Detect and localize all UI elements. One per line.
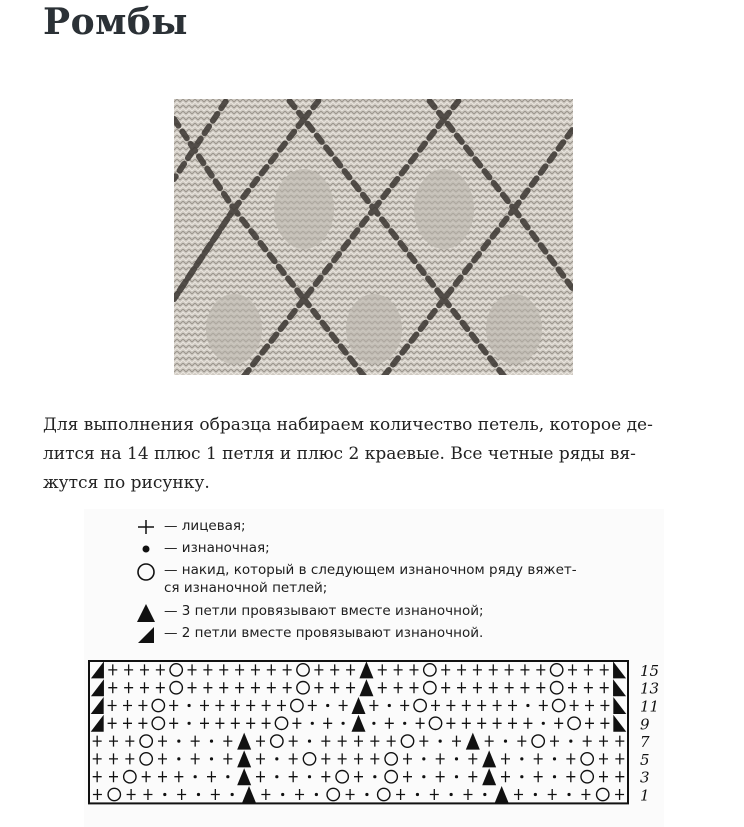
yarn-over-mark bbox=[275, 717, 287, 729]
knit-mark bbox=[188, 682, 197, 693]
legend-text: — накид, который в следующем изнаночном ряду вяжет- bbox=[164, 562, 577, 578]
legend-text: ся изнаночной петлей; bbox=[164, 580, 328, 596]
knit-mark bbox=[138, 700, 147, 711]
purl-mark bbox=[439, 740, 442, 743]
knit-mark bbox=[523, 718, 532, 729]
knit-mark bbox=[394, 682, 403, 693]
yarn-over-mark bbox=[140, 753, 152, 765]
knit-mark bbox=[409, 682, 418, 693]
knit-mark bbox=[93, 771, 102, 782]
knit-mark bbox=[431, 700, 440, 711]
knit-mark bbox=[314, 664, 323, 675]
knitting-pattern-chart bbox=[84, 509, 664, 827]
knit-mark bbox=[140, 682, 149, 693]
knit-mark bbox=[308, 700, 317, 711]
knit-mark bbox=[235, 664, 244, 675]
knit-mark bbox=[203, 682, 212, 693]
row-number: 5 bbox=[640, 750, 650, 769]
knit-mark bbox=[463, 789, 472, 800]
knit-mark bbox=[600, 718, 609, 729]
knit-mark bbox=[354, 736, 363, 747]
legend-text: — 3 петли провязывают вместе изнаночной; bbox=[164, 603, 484, 619]
knit-mark bbox=[370, 736, 379, 747]
row-number: 9 bbox=[640, 715, 650, 734]
knit-mark bbox=[169, 700, 178, 711]
yarn-over-mark bbox=[271, 735, 283, 747]
yarn-over-mark bbox=[140, 735, 152, 747]
row-number: 13 bbox=[640, 679, 660, 698]
knit-mark bbox=[600, 682, 609, 693]
yarn-over-mark bbox=[429, 717, 441, 729]
knit-mark bbox=[330, 682, 339, 693]
knit-mark bbox=[123, 718, 132, 729]
knit-mark bbox=[505, 682, 514, 693]
knit-mark bbox=[370, 753, 379, 764]
legend-text: — 2 петли вместе провязывают изнаночной. bbox=[164, 625, 484, 641]
purl-mark bbox=[422, 775, 425, 778]
two-together-left-mark bbox=[91, 697, 104, 714]
knit-mark bbox=[246, 718, 255, 729]
yarn-over-mark bbox=[553, 699, 565, 711]
knit-mark bbox=[446, 700, 455, 711]
knit-mark bbox=[585, 700, 594, 711]
knit-mark bbox=[156, 682, 165, 693]
purl-mark bbox=[520, 757, 523, 760]
knit-mark bbox=[489, 664, 498, 675]
knit-mark bbox=[385, 718, 394, 729]
knit-mark bbox=[403, 753, 412, 764]
knit-mark bbox=[251, 664, 260, 675]
knit-mark bbox=[520, 664, 529, 675]
knit-mark bbox=[223, 736, 232, 747]
purl-mark bbox=[567, 793, 570, 796]
knit-mark bbox=[346, 789, 355, 800]
knit-mark bbox=[138, 718, 147, 729]
knit-mark bbox=[191, 736, 200, 747]
purl-mark bbox=[569, 740, 572, 743]
knit-mark bbox=[409, 664, 418, 675]
purl-mark bbox=[372, 722, 375, 725]
three-together-mark bbox=[466, 733, 480, 750]
yarn-over-mark bbox=[414, 699, 426, 711]
knitting-chart-figure bbox=[84, 509, 664, 827]
knit-mark bbox=[169, 718, 178, 729]
row-number: 1 bbox=[640, 786, 650, 805]
knit-mark bbox=[485, 736, 494, 747]
knit-mark bbox=[323, 718, 332, 729]
knit-mark bbox=[600, 700, 609, 711]
yarn-over-mark bbox=[385, 753, 397, 765]
knit-mark bbox=[127, 789, 136, 800]
knit-mark bbox=[256, 736, 265, 747]
knit-mark bbox=[600, 664, 609, 675]
knit-mark bbox=[554, 718, 563, 729]
knit-mark bbox=[140, 664, 149, 675]
knit-mark bbox=[108, 682, 117, 693]
knit-mark bbox=[256, 771, 265, 782]
yarn-over-mark bbox=[336, 771, 348, 783]
purl-mark bbox=[520, 775, 523, 778]
knit-mark bbox=[156, 664, 165, 675]
knit-mark bbox=[262, 700, 271, 711]
knit-mark bbox=[536, 664, 545, 675]
yarn-over-mark bbox=[378, 788, 390, 800]
yarn-over-mark bbox=[424, 664, 436, 676]
yarn-over-mark bbox=[303, 753, 315, 765]
description-paragraph bbox=[43, 411, 703, 498]
knit-mark bbox=[191, 753, 200, 764]
knit-mark bbox=[550, 736, 559, 747]
knit-mark bbox=[125, 736, 134, 747]
three-together-mark bbox=[237, 750, 251, 767]
knit-mark bbox=[251, 682, 260, 693]
row-number: 11 bbox=[640, 697, 660, 716]
two-together-left-mark bbox=[91, 715, 104, 732]
knit-mark bbox=[292, 718, 301, 729]
knit-mark bbox=[338, 753, 347, 764]
knit-mark bbox=[200, 700, 209, 711]
knit-mark bbox=[396, 789, 405, 800]
knit-mark bbox=[109, 771, 118, 782]
three-together-mark bbox=[482, 768, 496, 785]
knit-mark bbox=[219, 664, 228, 675]
yarn-over-mark bbox=[124, 771, 136, 783]
row-number: 15 bbox=[640, 661, 660, 680]
knit-mark bbox=[534, 771, 543, 782]
knit-mark bbox=[378, 664, 387, 675]
knit-mark bbox=[536, 682, 545, 693]
knit-mark bbox=[354, 771, 363, 782]
purl-mark bbox=[315, 793, 318, 796]
knit-mark bbox=[403, 771, 412, 782]
knit-mark bbox=[354, 753, 363, 764]
knit-mark bbox=[436, 753, 445, 764]
knit-mark bbox=[283, 682, 292, 693]
three-together-mark bbox=[359, 679, 373, 696]
knit-mark bbox=[123, 700, 132, 711]
knit-mark bbox=[158, 736, 167, 747]
knit-mark bbox=[468, 771, 477, 782]
yarn-over-mark bbox=[108, 788, 120, 800]
purl-mark bbox=[231, 793, 234, 796]
knit-mark bbox=[452, 736, 461, 747]
purl-mark bbox=[483, 793, 486, 796]
knit-mark bbox=[416, 718, 425, 729]
knit-mark bbox=[109, 753, 118, 764]
knit-mark bbox=[568, 682, 577, 693]
page-title: Ромбы bbox=[43, 1, 188, 43]
knit-mark bbox=[142, 771, 151, 782]
knit-mark bbox=[125, 753, 134, 764]
three-together-mark bbox=[237, 733, 251, 750]
knit-mark bbox=[489, 682, 498, 693]
two-together-left-mark bbox=[91, 661, 104, 678]
knit-mark bbox=[436, 771, 445, 782]
knit-mark bbox=[462, 718, 471, 729]
legend-text: — изнаночная; bbox=[164, 540, 270, 556]
knit-mark bbox=[330, 664, 339, 675]
yarn-over-mark bbox=[550, 664, 562, 676]
knit-mark bbox=[321, 736, 330, 747]
knit-mark bbox=[581, 789, 590, 800]
paragraph-line: жутся по рисунку. bbox=[43, 473, 210, 493]
knit-mark bbox=[505, 664, 514, 675]
knit-mark bbox=[289, 753, 298, 764]
knitted-rhombus-lace-photo-icon bbox=[174, 99, 573, 375]
purl-mark bbox=[226, 775, 229, 778]
knit-mark bbox=[200, 718, 209, 729]
knit-mark bbox=[566, 771, 575, 782]
purl-mark bbox=[188, 704, 191, 707]
knit-mark bbox=[289, 736, 298, 747]
knit-mark bbox=[203, 664, 212, 675]
knit-mark bbox=[109, 736, 118, 747]
knit-mark bbox=[477, 700, 486, 711]
knit-mark bbox=[143, 789, 152, 800]
knit-mark bbox=[124, 664, 133, 675]
yarn-over-mark bbox=[297, 664, 309, 676]
legend-text: — лицевая; bbox=[164, 518, 246, 534]
knit-mark bbox=[378, 682, 387, 693]
yarn-over-mark bbox=[385, 771, 397, 783]
purl-mark bbox=[553, 757, 556, 760]
knit-mark bbox=[93, 753, 102, 764]
knit-mark bbox=[188, 664, 197, 675]
purl-mark bbox=[194, 775, 197, 778]
yarn-over-mark bbox=[581, 753, 593, 765]
purl-mark bbox=[308, 775, 311, 778]
knit-mark bbox=[584, 682, 593, 693]
knit-mark bbox=[215, 718, 224, 729]
knit-mark bbox=[568, 664, 577, 675]
knit-mark bbox=[599, 753, 608, 764]
knit-mark bbox=[262, 718, 271, 729]
purl-mark bbox=[422, 757, 425, 760]
knit-mark bbox=[267, 664, 276, 675]
knit-mark bbox=[246, 700, 255, 711]
knit-mark bbox=[462, 700, 471, 711]
knit-mark bbox=[441, 664, 450, 675]
purl-mark bbox=[275, 757, 278, 760]
knit-mark bbox=[493, 718, 502, 729]
knit-mark bbox=[235, 682, 244, 693]
yarn-over-mark bbox=[568, 717, 580, 729]
two-together-left-mark bbox=[91, 679, 104, 696]
knit-mark bbox=[261, 789, 270, 800]
knit-mark bbox=[283, 664, 292, 675]
knit-mark bbox=[124, 682, 133, 693]
three-together-mark bbox=[352, 697, 366, 714]
knit-mark bbox=[473, 664, 482, 675]
knit-mark bbox=[548, 789, 557, 800]
purl-mark bbox=[210, 757, 213, 760]
purl-mark bbox=[403, 722, 406, 725]
knit-mark bbox=[339, 700, 348, 711]
knit-mark bbox=[501, 753, 510, 764]
yarn-over-mark bbox=[152, 717, 164, 729]
yarn-over-mark bbox=[401, 735, 413, 747]
knit-mark bbox=[446, 718, 455, 729]
knit-mark bbox=[457, 682, 466, 693]
yarn-over-mark bbox=[550, 682, 562, 694]
purl-mark bbox=[163, 793, 166, 796]
purl-mark bbox=[365, 793, 368, 796]
yarn-over-mark bbox=[327, 788, 339, 800]
knit-mark bbox=[295, 789, 304, 800]
purl-mark bbox=[455, 775, 458, 778]
knit-mark bbox=[570, 700, 579, 711]
two-together-right-mark bbox=[613, 697, 626, 714]
knit-mark bbox=[615, 771, 624, 782]
knit-mark bbox=[177, 789, 186, 800]
knit-mark bbox=[314, 682, 323, 693]
knit-mark bbox=[321, 753, 330, 764]
two-together-right-mark bbox=[613, 679, 626, 696]
knit-mark bbox=[93, 789, 102, 800]
knit-mark bbox=[215, 700, 224, 711]
three-together-mark bbox=[495, 786, 509, 803]
purl-mark bbox=[188, 722, 191, 725]
knitting-sample-photo bbox=[174, 99, 573, 375]
yarn-over-mark bbox=[170, 682, 182, 694]
purl-mark bbox=[504, 740, 507, 743]
knit-mark bbox=[615, 789, 624, 800]
knit-mark bbox=[267, 682, 276, 693]
knit-mark bbox=[108, 718, 117, 729]
yarn-over-mark bbox=[424, 682, 436, 694]
knit-mark bbox=[599, 736, 608, 747]
knit-mark bbox=[207, 771, 216, 782]
purl-mark bbox=[326, 704, 329, 707]
two-together-right-mark bbox=[613, 715, 626, 732]
knit-mark bbox=[468, 753, 477, 764]
yarn-over-mark bbox=[152, 699, 164, 711]
three-together-mark bbox=[237, 768, 251, 785]
knit-mark bbox=[387, 736, 396, 747]
knit-mark bbox=[400, 700, 409, 711]
knit-mark bbox=[346, 682, 355, 693]
row-number: 7 bbox=[640, 733, 650, 752]
purl-mark bbox=[177, 757, 180, 760]
knit-mark bbox=[289, 771, 298, 782]
knit-mark bbox=[223, 753, 232, 764]
knit-mark bbox=[108, 664, 117, 675]
purl-mark bbox=[281, 793, 284, 796]
three-together-mark bbox=[359, 661, 373, 678]
three-together-mark bbox=[352, 715, 366, 732]
knit-mark bbox=[599, 771, 608, 782]
knit-mark bbox=[539, 700, 548, 711]
knit-mark bbox=[93, 736, 102, 747]
knit-mark bbox=[457, 664, 466, 675]
knit-mark bbox=[514, 789, 523, 800]
knit-mark bbox=[231, 718, 240, 729]
knit-mark bbox=[277, 700, 286, 711]
knit-mark bbox=[338, 736, 347, 747]
knit-mark bbox=[174, 771, 183, 782]
yarn-over-mark bbox=[297, 682, 309, 694]
knit-mark bbox=[508, 718, 517, 729]
yarn-over-mark bbox=[597, 788, 609, 800]
knit-mark bbox=[477, 718, 486, 729]
purl-mark bbox=[177, 740, 180, 743]
three-together-mark bbox=[242, 786, 256, 803]
knit-mark bbox=[441, 682, 450, 693]
knit-mark bbox=[584, 664, 593, 675]
purl-mark bbox=[526, 704, 529, 707]
yarn-over-mark bbox=[170, 664, 182, 676]
knit-mark bbox=[583, 736, 592, 747]
knit-mark bbox=[211, 789, 220, 800]
yarn-over-mark bbox=[581, 771, 593, 783]
knit-mark bbox=[321, 771, 330, 782]
row-number: 3 bbox=[640, 768, 650, 787]
purl-mark bbox=[342, 722, 345, 725]
knit-mark bbox=[615, 753, 624, 764]
purl-mark bbox=[197, 793, 200, 796]
two-together-right-mark bbox=[613, 661, 626, 678]
knit-mark bbox=[256, 753, 265, 764]
knit-mark bbox=[346, 664, 355, 675]
knit-mark bbox=[501, 771, 510, 782]
paragraph-line: лится на 14 плюс 1 петля и плюс 2 краевые. Все четные ряды вя- bbox=[43, 444, 636, 464]
purl-mark bbox=[455, 757, 458, 760]
purl-mark bbox=[542, 722, 545, 725]
three-together-mark bbox=[482, 750, 496, 767]
knit-mark bbox=[473, 682, 482, 693]
paragraph-line: Для выполнения образца набираем количество петель, которое де- bbox=[43, 415, 653, 435]
purl-mark bbox=[450, 793, 453, 796]
knit-mark bbox=[520, 682, 529, 693]
knit-mark bbox=[508, 700, 517, 711]
purl-mark bbox=[553, 775, 556, 778]
purl-mark bbox=[388, 704, 391, 707]
purl-mark bbox=[373, 775, 376, 778]
knit-mark bbox=[534, 753, 543, 764]
purl-mark bbox=[534, 793, 537, 796]
knit-mark bbox=[231, 700, 240, 711]
knit-mark bbox=[517, 736, 526, 747]
knit-mark bbox=[566, 753, 575, 764]
purl-mark bbox=[210, 740, 213, 743]
knit-mark bbox=[108, 700, 117, 711]
yarn-over-mark bbox=[532, 735, 544, 747]
knit-mark bbox=[369, 700, 378, 711]
knit-mark bbox=[419, 736, 428, 747]
knit-mark bbox=[394, 664, 403, 675]
purl-mark bbox=[311, 722, 314, 725]
knit-mark bbox=[158, 771, 167, 782]
knit-mark bbox=[158, 753, 167, 764]
knit-mark bbox=[430, 789, 439, 800]
yarn-over-mark bbox=[291, 699, 303, 711]
purl-mark bbox=[416, 793, 419, 796]
knit-mark bbox=[615, 736, 624, 747]
knit-mark bbox=[585, 718, 594, 729]
knit-mark bbox=[493, 700, 502, 711]
purl-mark bbox=[275, 775, 278, 778]
purl-mark bbox=[308, 740, 311, 743]
knit-mark bbox=[219, 682, 228, 693]
